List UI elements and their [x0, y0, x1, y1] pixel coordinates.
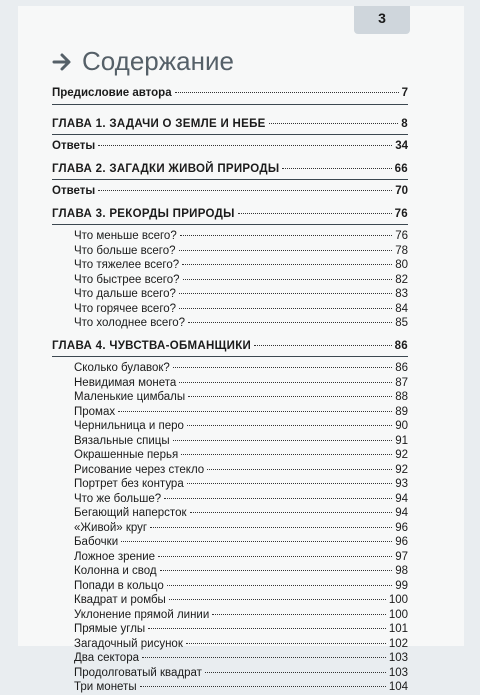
toc-page-number: 98: [395, 565, 408, 577]
table-of-contents: [52, 80, 408, 695]
toc-subentry[interactable]: [52, 477, 408, 492]
dot-leader: [175, 92, 399, 93]
toc-page-number: 8: [401, 117, 408, 130]
toc-page-number: 96: [395, 536, 408, 548]
toc-entry-title: Промах: [74, 405, 116, 418]
toc-page-number: 76: [395, 230, 408, 242]
dot-leader: [179, 293, 392, 294]
toc-subentry[interactable]: [52, 535, 408, 550]
toc-title: Содержание: [82, 46, 234, 76]
dot-leader: [183, 279, 393, 280]
toc-subentry[interactable]: [52, 579, 408, 594]
toc-page-number: 92: [395, 449, 408, 461]
dot-leader: [148, 628, 386, 629]
toc-entry-title: Продолговатый квадрат: [74, 666, 202, 679]
toc-page-number: 70: [395, 185, 408, 197]
dot-leader: [173, 367, 392, 368]
toc-subentry[interactable]: [52, 622, 408, 637]
dot-leader: [179, 308, 392, 309]
dot-leader: [187, 483, 392, 484]
dot-leader: [186, 643, 386, 644]
toc-page-number: 96: [395, 521, 408, 534]
toc-page-number: 97: [395, 550, 408, 563]
toc-page-number: 80: [395, 259, 408, 271]
dot-leader: [118, 411, 392, 412]
toc-page-number: 100: [388, 594, 408, 606]
toc-subentry[interactable]: [52, 376, 408, 391]
toc-page-number: 66: [394, 162, 408, 175]
toc-page-number: 101: [388, 623, 408, 635]
toc-entry-title: Вязальные спицы: [74, 434, 170, 447]
toc-page-number: 88: [395, 391, 408, 403]
toc-subentry[interactable]: [52, 651, 408, 666]
toc-page-number: 82: [395, 273, 408, 286]
toc-entry-title: ГЛАВА 1. ЗАДАЧИ О ЗЕМЛЕ И НЕБЕ: [52, 117, 266, 130]
toc-page-number: 76: [394, 207, 408, 220]
toc-subentry[interactable]: [52, 550, 408, 565]
toc-entry-title: Что дальше всего?: [74, 288, 176, 300]
dot-leader: [140, 686, 386, 687]
toc-chapter-entry[interactable]: [52, 162, 408, 177]
toc-entry-title: Попади в кольцо: [74, 579, 164, 592]
toc-subentry[interactable]: [52, 405, 408, 420]
toc-subentry[interactable]: [52, 593, 408, 608]
dot-leader: [187, 425, 392, 426]
dot-leader: [207, 469, 392, 470]
section-rule: [52, 134, 408, 135]
toc-page-number: 92: [395, 463, 408, 476]
toc-subentry[interactable]: [52, 316, 408, 331]
toc-page-number: 85: [395, 317, 408, 329]
toc-entry-title: Прямые углы: [74, 623, 146, 635]
toc-entry-title: Что тяжелее всего?: [74, 259, 180, 271]
toc-chapter-entry[interactable]: [52, 339, 408, 354]
toc-page-number: 93: [395, 478, 408, 490]
toc-subentry[interactable]: [52, 244, 408, 259]
toc-subentry[interactable]: [52, 564, 408, 579]
book-page: [18, 6, 464, 693]
toc-subentry[interactable]: [52, 448, 408, 463]
toc-subentry[interactable]: [52, 608, 408, 623]
toc-page-number: 104: [388, 681, 408, 693]
section-rule: [52, 104, 408, 105]
toc-subentry[interactable]: [52, 521, 408, 536]
toc-page-number: 34: [395, 140, 408, 152]
arrow-right-icon: [52, 52, 74, 72]
toc-subentry[interactable]: [52, 637, 408, 652]
toc-page-number: 78: [395, 244, 408, 257]
toc-page-number: 94: [395, 492, 408, 505]
toc-entry-title: Невидимая монета: [74, 376, 177, 389]
dot-leader: [173, 440, 393, 441]
toc-entry-title: Колонна и свод: [74, 565, 157, 577]
dot-leader: [98, 190, 392, 191]
toc-subentry[interactable]: [52, 434, 408, 449]
dot-leader: [282, 168, 391, 169]
dot-leader: [169, 599, 386, 600]
toc-entry-title: Три монеты: [74, 681, 137, 693]
toc-entry-title: Чернильница и перо: [74, 420, 184, 432]
dot-leader: [188, 322, 392, 323]
toc-entry-title: Ответы: [52, 185, 96, 197]
dot-leader: [160, 570, 393, 571]
toc-entry[interactable]: [52, 184, 408, 199]
toc-page-number: 87: [395, 376, 408, 389]
toc-page-number: 90: [395, 420, 408, 432]
dot-leader: [212, 614, 386, 615]
toc-subentry[interactable]: [52, 302, 408, 317]
dot-leader: [150, 527, 392, 528]
toc-page-number: 94: [395, 507, 408, 519]
toc-subentry[interactable]: [52, 506, 408, 521]
toc-subentry[interactable]: [52, 492, 408, 507]
section-rule: [52, 224, 408, 225]
toc-chapter-entry[interactable]: [52, 207, 408, 222]
toc-subentry[interactable]: [52, 680, 408, 695]
dot-leader: [167, 585, 392, 586]
toc-page-number: 86: [394, 339, 408, 352]
dot-leader: [190, 512, 393, 513]
toc-subentry[interactable]: [52, 273, 408, 288]
toc-page-number: 91: [395, 434, 408, 447]
toc-entry-title: Что горячее всего?: [74, 302, 177, 315]
toc-entry-title: Портрет без контура: [74, 478, 184, 490]
dot-leader: [238, 213, 392, 214]
toc-subentry[interactable]: [52, 229, 408, 244]
dot-leader: [142, 657, 386, 658]
toc-subentry[interactable]: [52, 666, 408, 681]
toc-entry-title: Что холоднее всего?: [74, 317, 186, 329]
toc-entry-title: Что быстрее всего?: [74, 273, 180, 286]
dot-leader: [98, 145, 392, 146]
toc-entry-title: Что же больше?: [74, 492, 162, 505]
dot-leader: [179, 382, 392, 383]
dot-leader: [269, 123, 399, 124]
toc-entry-title: Ложное зрение: [74, 550, 156, 563]
toc-entry[interactable]: [52, 139, 408, 154]
toc-chapter-entry[interactable]: [52, 117, 408, 132]
toc-entry-title: Уклонение прямой линии: [74, 608, 210, 621]
toc-page-number: 103: [388, 652, 408, 664]
toc-entry-title: Рисование через стекло: [74, 463, 205, 476]
toc-entry-title: Что больше всего?: [74, 244, 176, 257]
toc-entry-title: ГЛАВА 4. ЧУВСТВА-ОБМАНЩИКИ: [52, 339, 252, 352]
dot-leader: [205, 672, 386, 673]
toc-subentry[interactable]: [52, 287, 408, 302]
toc-entry-title: Маленькие цимбалы: [74, 391, 186, 403]
page-number-badge: 3: [354, 6, 410, 34]
toc-heading: [52, 46, 234, 76]
toc-page-number: 86: [395, 362, 408, 374]
toc-entry-title: «Живой» круг: [74, 521, 148, 534]
toc-entry-title: Сколько булавок?: [74, 362, 170, 374]
toc-page-number: 7: [401, 87, 408, 99]
toc-page-number: 103: [388, 666, 408, 679]
toc-entry-title: Два сектора: [74, 652, 139, 664]
toc-entry-title: Окрашенные перья: [74, 449, 179, 461]
toc-page-number: 83: [395, 288, 408, 300]
toc-entry-title: Квадрат и ромбы: [74, 594, 166, 606]
toc-subentry[interactable]: [52, 463, 408, 478]
toc-page-number: 84: [395, 302, 408, 315]
section-rule: [52, 356, 408, 357]
toc-entry-title: Загадочный рисунок: [74, 637, 183, 650]
dot-leader: [182, 264, 392, 265]
toc-entry-title: Что меньше всего?: [74, 230, 177, 242]
toc-page-number: 102: [388, 637, 408, 650]
toc-subentry[interactable]: [52, 390, 408, 405]
toc-entry-title: Бабочки: [74, 536, 119, 548]
toc-entry-title: Бегающий наперсток: [74, 507, 187, 519]
toc-entry-title: ГЛАВА 3. РЕКОРДЫ ПРИРОДЫ: [52, 207, 235, 220]
toc-subentry[interactable]: [52, 419, 408, 434]
dot-leader: [164, 498, 392, 499]
dot-leader: [254, 345, 391, 346]
toc-entry-title: Предисловие автора: [52, 87, 172, 99]
dot-leader: [181, 454, 392, 455]
dot-leader: [180, 235, 392, 236]
section-rule: [52, 179, 408, 180]
toc-entry[interactable]: [52, 86, 408, 101]
toc-entry-title: Ответы: [52, 140, 96, 152]
dot-leader: [179, 250, 393, 251]
toc-subentry[interactable]: [52, 361, 408, 376]
toc-page-number: 100: [388, 608, 408, 621]
dot-leader: [121, 541, 392, 542]
toc-subentry[interactable]: [52, 258, 408, 273]
toc-page-number: 99: [395, 579, 408, 592]
dot-leader: [158, 556, 392, 557]
toc-entry-title: ГЛАВА 2. ЗАГАДКИ ЖИВОЙ ПРИРОДЫ: [52, 162, 280, 175]
dot-leader: [188, 396, 392, 397]
toc-page-number: 89: [395, 405, 408, 418]
